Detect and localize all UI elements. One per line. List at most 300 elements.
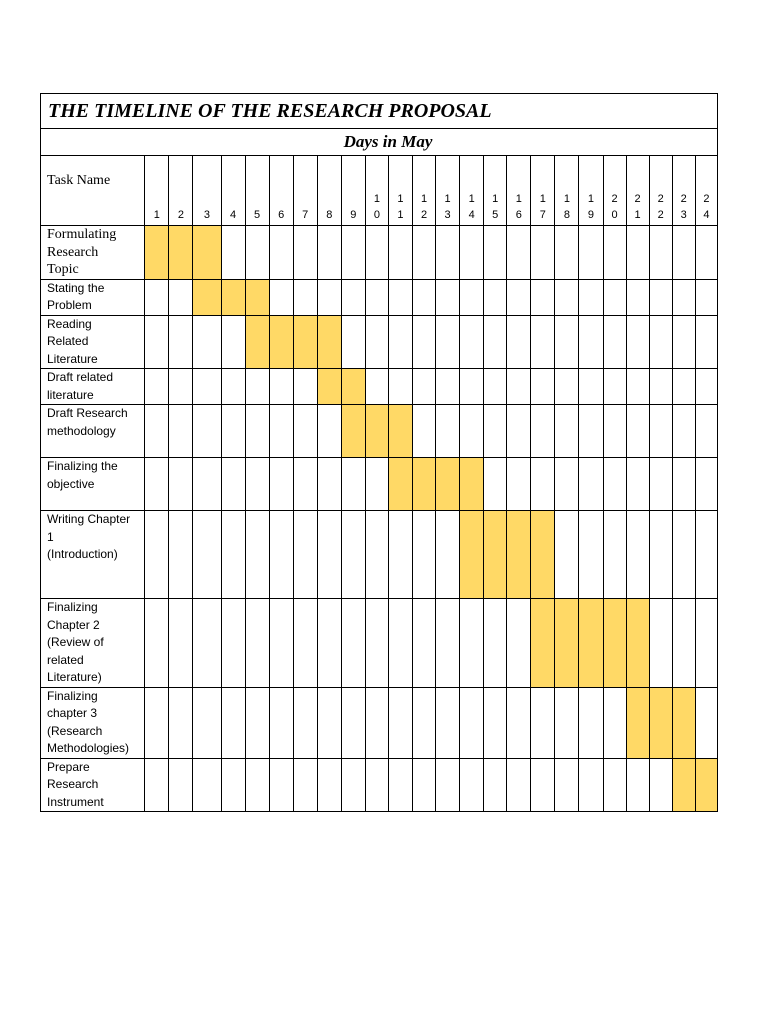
day-header-5 (245, 156, 269, 226)
day-header-2 (169, 156, 193, 226)
day-digit: 1 (492, 193, 499, 205)
day-cell (484, 405, 507, 458)
day-cell (293, 511, 317, 599)
day-cell (245, 599, 269, 688)
day-digit: 7 (539, 209, 546, 221)
day-digit: 2 (634, 193, 641, 205)
day-cell (388, 315, 412, 369)
task-name-line: 1 (47, 529, 54, 544)
scheduled-day-cell (388, 405, 412, 458)
day-cell (145, 758, 169, 812)
day-cell (293, 405, 317, 458)
day-cell (193, 599, 221, 688)
task-name-cell (41, 226, 145, 280)
day-digit: 1 (515, 193, 522, 205)
day-cell (555, 687, 579, 758)
day-cell (603, 458, 626, 511)
day-header-12 (413, 156, 436, 226)
task-row (41, 758, 718, 812)
day-header-19 (579, 156, 603, 226)
scheduled-day-cell (531, 599, 555, 688)
day-cell (460, 315, 484, 369)
day-cell (460, 687, 484, 758)
day-cell (672, 226, 695, 280)
day-header-13 (436, 156, 460, 226)
day-cell (413, 511, 436, 599)
day-cell (145, 458, 169, 511)
task-name-line: Stating the (47, 280, 105, 295)
day-cell (695, 599, 717, 688)
day-cell (388, 279, 412, 315)
day-digit: 1 (397, 209, 404, 221)
task-name-cell (41, 758, 145, 812)
scheduled-day-cell (460, 511, 484, 599)
day-cell (221, 226, 245, 280)
day-cell (169, 369, 193, 405)
scheduled-day-cell (193, 279, 221, 315)
day-cell (695, 315, 717, 369)
task-name-cell (41, 687, 145, 758)
task-name-cell (41, 511, 145, 599)
day-cell (221, 599, 245, 688)
day-cell (365, 315, 388, 369)
day-digit: 1 (397, 193, 404, 205)
day-cell (555, 758, 579, 812)
day-cell (672, 511, 695, 599)
day-cell (603, 226, 626, 280)
day-header-21 (626, 156, 649, 226)
day-cell (341, 758, 365, 812)
task-name-cell (41, 279, 145, 315)
day-cell (649, 458, 672, 511)
day-cell (695, 369, 717, 405)
day-cell (413, 758, 436, 812)
day-cell (507, 599, 531, 688)
day-cell (388, 226, 412, 280)
day-cell (649, 599, 672, 688)
day-digit: 6 (278, 209, 285, 221)
day-digit: 1 (444, 193, 451, 205)
day-cell (341, 279, 365, 315)
scheduled-day-cell (507, 511, 531, 599)
day-digit: 2 (703, 193, 710, 205)
task-name-line: literature (47, 387, 94, 402)
day-cell (145, 687, 169, 758)
task-name-cell (41, 369, 145, 405)
day-digit: 1 (153, 209, 160, 221)
day-cell (388, 758, 412, 812)
page-title: THE TIMELINE OF THE RESEARCH PROPOSAL (41, 94, 718, 129)
day-cell (436, 511, 460, 599)
gantt-timeline-table (40, 93, 718, 812)
day-cell (317, 279, 341, 315)
day-cell (649, 279, 672, 315)
day-cell (293, 687, 317, 758)
day-cell (317, 405, 341, 458)
day-cell (193, 405, 221, 458)
day-cell (484, 226, 507, 280)
scheduled-day-cell (193, 226, 221, 280)
scheduled-day-cell (169, 226, 193, 280)
day-cell (145, 405, 169, 458)
task-row (41, 405, 718, 458)
scheduled-day-cell (221, 279, 245, 315)
scheduled-day-cell (341, 369, 365, 405)
day-cell (365, 369, 388, 405)
day-cell (341, 315, 365, 369)
day-cell (169, 511, 193, 599)
day-cell (626, 458, 649, 511)
day-digit: 8 (563, 209, 570, 221)
day-digit: 1 (587, 193, 595, 205)
day-cell (507, 687, 531, 758)
task-name-line: (Review of (47, 635, 104, 649)
day-cell (460, 758, 484, 812)
day-cell (460, 279, 484, 315)
day-cell (603, 405, 626, 458)
task-name-cell (41, 405, 145, 458)
day-cell (413, 315, 436, 369)
day-cell (269, 599, 293, 688)
day-cell (626, 405, 649, 458)
task-row (41, 511, 718, 599)
day-cell (484, 279, 507, 315)
day-cell (145, 315, 169, 369)
day-cell (626, 511, 649, 599)
day-cell (579, 511, 603, 599)
day-cell (145, 369, 169, 405)
subtitle-row (41, 129, 718, 156)
day-cell (169, 405, 193, 458)
day-digit: 2 (657, 193, 664, 205)
task-name-line: Methodologies) (47, 741, 130, 755)
day-cell (579, 279, 603, 315)
day-cell (531, 758, 555, 812)
day-cell (221, 458, 245, 511)
day-header-15 (484, 156, 507, 226)
day-digit: 1 (634, 209, 641, 221)
scheduled-day-cell (460, 458, 484, 511)
day-cell (145, 279, 169, 315)
day-cell (626, 279, 649, 315)
day-cell (293, 758, 317, 812)
day-cell (269, 511, 293, 599)
task-row (41, 226, 718, 280)
scheduled-day-cell (341, 405, 365, 458)
day-cell (269, 226, 293, 280)
task-name-line: Finalizing (47, 600, 98, 614)
day-cell (269, 758, 293, 812)
day-cell (484, 599, 507, 688)
day-cell (626, 369, 649, 405)
scheduled-day-cell (245, 279, 269, 315)
task-row (41, 369, 718, 405)
day-cell (579, 687, 603, 758)
day-cell (365, 511, 388, 599)
day-cell (341, 599, 365, 688)
day-cell (579, 758, 603, 812)
day-cell (531, 226, 555, 280)
day-cell (672, 458, 695, 511)
scheduled-day-cell (388, 458, 412, 511)
day-cell (293, 279, 317, 315)
day-digit: 2 (680, 193, 687, 205)
scheduled-day-cell (293, 315, 317, 369)
day-cell (341, 458, 365, 511)
day-header-9 (341, 156, 365, 226)
day-cell (555, 369, 579, 405)
day-cell (193, 687, 221, 758)
day-cell (221, 315, 245, 369)
day-cell (365, 687, 388, 758)
day-cell (603, 315, 626, 369)
day-cell (695, 226, 717, 280)
scheduled-day-cell (626, 599, 649, 688)
day-cell (436, 599, 460, 688)
day-cell (555, 458, 579, 511)
day-cell (460, 369, 484, 405)
day-digit: 1 (468, 193, 475, 205)
day-cell (484, 315, 507, 369)
day-header-16 (507, 156, 531, 226)
day-cell (317, 758, 341, 812)
day-cell (169, 758, 193, 812)
day-cell (169, 315, 193, 369)
day-cell (169, 458, 193, 511)
day-header-18 (555, 156, 579, 226)
task-name-line: Finalizing the (47, 459, 118, 473)
day-cell (649, 405, 672, 458)
day-cell (626, 758, 649, 812)
day-header-14 (460, 156, 484, 226)
day-cell (579, 369, 603, 405)
day-cell (579, 458, 603, 511)
task-name-line: objective (47, 476, 95, 491)
day-cell (649, 511, 672, 599)
day-cell (193, 758, 221, 812)
day-cell (507, 405, 531, 458)
day-cell (293, 369, 317, 405)
day-cell (436, 405, 460, 458)
title-row (41, 94, 718, 129)
day-cell (436, 758, 460, 812)
day-cell (484, 369, 507, 405)
day-digit: 2 (420, 209, 428, 221)
day-cell (245, 758, 269, 812)
task-row (41, 315, 718, 369)
day-digit: 3 (203, 209, 211, 221)
day-cell (579, 315, 603, 369)
task-name-line: Writing Chapter (47, 512, 131, 526)
day-cell (531, 458, 555, 511)
day-cell (603, 279, 626, 315)
header-row (41, 156, 718, 226)
task-name-line: related (47, 652, 84, 667)
day-cell (413, 279, 436, 315)
day-cell (436, 279, 460, 315)
day-header-7 (293, 156, 317, 226)
day-cell (193, 458, 221, 511)
scheduled-day-cell (603, 599, 626, 688)
day-cell (365, 599, 388, 688)
day-cell (193, 511, 221, 599)
day-cell (531, 315, 555, 369)
day-cell (672, 279, 695, 315)
day-cell (460, 599, 484, 688)
day-digit: 2 (657, 209, 664, 221)
day-digit: 4 (468, 209, 475, 221)
day-cell (245, 226, 269, 280)
day-cell (507, 226, 531, 280)
day-cell (221, 369, 245, 405)
day-cell (649, 369, 672, 405)
task-name-line: Research (47, 777, 99, 791)
day-cell (672, 599, 695, 688)
day-cell (317, 599, 341, 688)
day-cell (555, 405, 579, 458)
scheduled-day-cell (649, 687, 672, 758)
day-cell (695, 279, 717, 315)
day-digit: 1 (563, 193, 570, 205)
day-digit: 5 (492, 209, 499, 221)
day-header-6 (269, 156, 293, 226)
task-row (41, 279, 718, 315)
day-cell (531, 279, 555, 315)
scheduled-day-cell (695, 758, 717, 812)
day-header-23 (672, 156, 695, 226)
day-cell (269, 369, 293, 405)
day-digit: 2 (177, 209, 184, 221)
day-cell (221, 687, 245, 758)
day-cell (603, 687, 626, 758)
day-cell (245, 405, 269, 458)
day-header-11 (388, 156, 412, 226)
day-header-1 (145, 156, 169, 226)
day-cell (245, 687, 269, 758)
scheduled-day-cell (245, 315, 269, 369)
day-digit: 4 (703, 209, 710, 221)
task-name-line: Literature (47, 351, 98, 366)
day-cell (317, 226, 341, 280)
day-cell (365, 279, 388, 315)
scheduled-day-cell (579, 599, 603, 688)
day-cell (436, 226, 460, 280)
day-digit: 1 (420, 193, 428, 205)
day-cell (531, 369, 555, 405)
day-cell (484, 758, 507, 812)
day-cell (484, 458, 507, 511)
day-cell (193, 315, 221, 369)
day-cell (341, 226, 365, 280)
task-name-cell (41, 599, 145, 688)
day-digit: 0 (611, 209, 618, 221)
task-name-line: Related (47, 334, 89, 348)
day-cell (649, 226, 672, 280)
day-header-17 (531, 156, 555, 226)
day-header-24 (695, 156, 717, 226)
day-cell (649, 758, 672, 812)
task-name-line: Formulating (47, 227, 117, 242)
task-name-line: Literature) (47, 670, 102, 684)
day-header-8 (317, 156, 341, 226)
day-cell (603, 511, 626, 599)
day-cell (531, 405, 555, 458)
day-cell (221, 405, 245, 458)
day-cell (695, 458, 717, 511)
day-cell (555, 315, 579, 369)
day-cell (603, 758, 626, 812)
task-name-line: Research (47, 244, 99, 260)
day-digit: 1 (539, 193, 546, 205)
task-name-line: Chapter 2 (47, 617, 100, 632)
day-cell (672, 405, 695, 458)
day-header-10 (365, 156, 388, 226)
day-cell (388, 599, 412, 688)
day-cell (221, 758, 245, 812)
day-cell (436, 369, 460, 405)
day-cell (460, 405, 484, 458)
day-digit: 6 (515, 209, 522, 221)
day-cell (626, 226, 649, 280)
task-name-line: Reading (47, 316, 92, 331)
task-name-line: Draft related (47, 370, 114, 384)
day-cell (317, 687, 341, 758)
task-name-cell (41, 315, 145, 369)
day-cell (555, 279, 579, 315)
day-cell (507, 458, 531, 511)
day-header-20 (603, 156, 626, 226)
day-cell (293, 226, 317, 280)
day-digit: 9 (587, 209, 595, 221)
day-cell (293, 599, 317, 688)
day-cell (436, 687, 460, 758)
day-cell (555, 511, 579, 599)
scheduled-day-cell (145, 226, 169, 280)
day-cell (579, 405, 603, 458)
day-cell (507, 758, 531, 812)
scheduled-day-cell (365, 405, 388, 458)
day-cell (269, 687, 293, 758)
day-cell (460, 226, 484, 280)
day-cell (555, 226, 579, 280)
day-cell (317, 458, 341, 511)
day-cell (388, 369, 412, 405)
scheduled-day-cell (269, 315, 293, 369)
scheduled-day-cell (626, 687, 649, 758)
task-name-line: Problem (47, 298, 92, 312)
day-header-3 (193, 156, 221, 226)
day-digit: 3 (680, 209, 687, 221)
task-name-line: Instrument (47, 794, 104, 809)
day-cell (365, 458, 388, 511)
days-subtitle-cell (41, 129, 718, 156)
task-name-line: Topic (47, 262, 79, 277)
day-cell (649, 315, 672, 369)
day-cell (245, 369, 269, 405)
days-subtitle: Days in May (343, 132, 433, 151)
day-digit: 4 (229, 209, 237, 221)
day-cell (388, 511, 412, 599)
day-cell (293, 458, 317, 511)
day-cell (269, 458, 293, 511)
day-cell (193, 369, 221, 405)
day-cell (695, 511, 717, 599)
scheduled-day-cell (317, 315, 341, 369)
day-cell (365, 758, 388, 812)
day-cell (672, 315, 695, 369)
task-name-line: (Research (47, 723, 103, 738)
day-cell (388, 687, 412, 758)
